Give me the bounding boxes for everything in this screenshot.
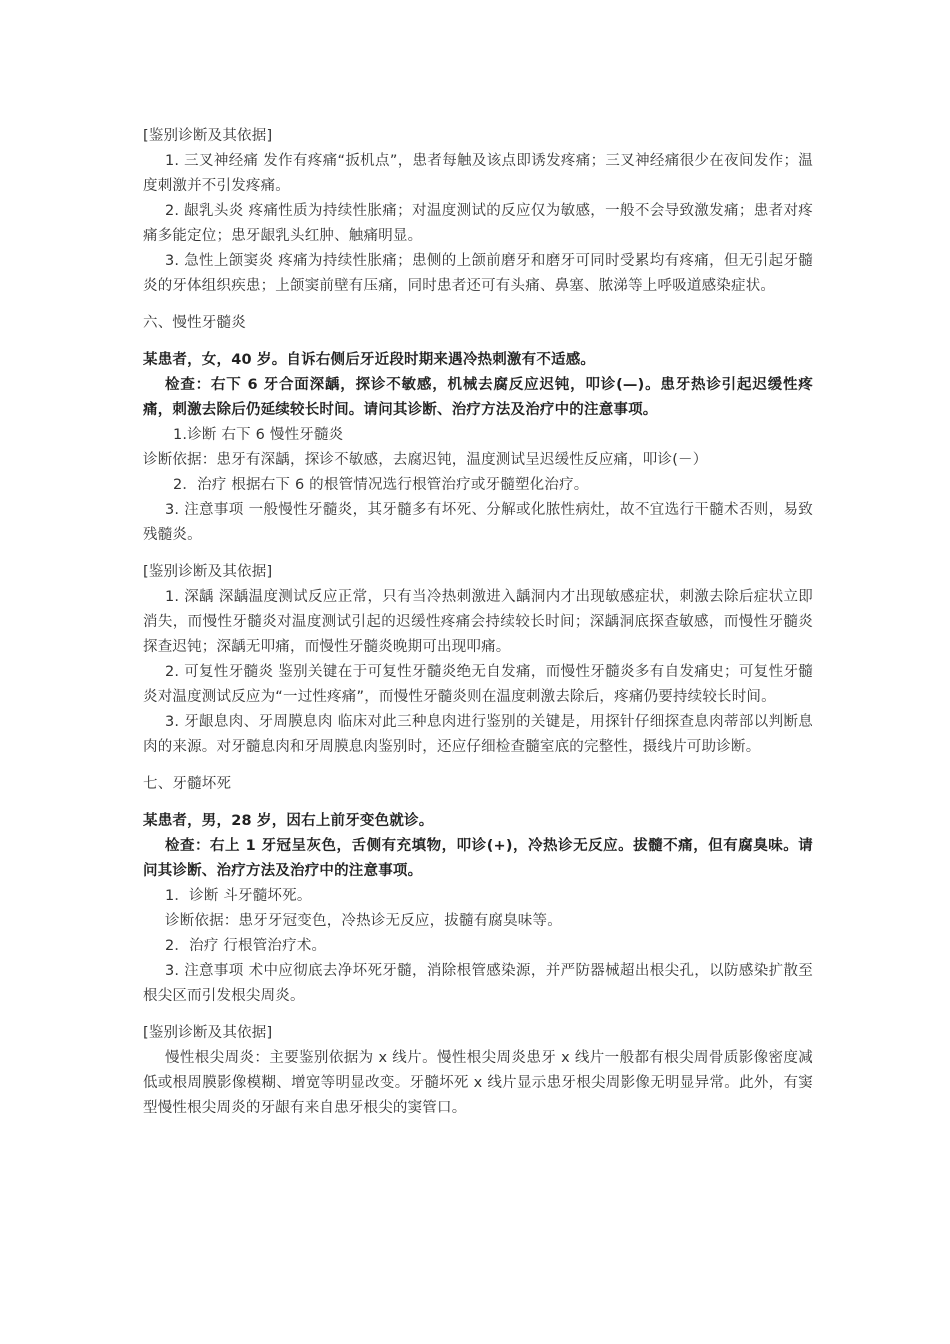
case-paragraph: 检查：右上 1 牙冠呈灰色，舌侧有充填物，叩诊(+)，冷热诊无反应。拔髓不痛，但有腐臭味。请问其诊断、治疗方法及治疗中的注意事项。: [143, 838, 813, 879]
paragraph: 2．治疗 根据右下 6 的根管情况选行根管治疗或牙髓塑化治疗。: [173, 477, 589, 493]
case-paragraph: 某患者，女，40 岁。自诉右侧后牙近段时期来遇冷热刺激有不适感。: [143, 352, 596, 368]
paragraph: 慢性根尖周炎：主要鉴别依据为 x 线片。慢性根尖周炎患牙 x 线片一般都有根尖周骨质影像密度减低或根周膜影像模糊、增宽等明显改变。牙髓坏死 x 线片显示患牙根尖周影像无明显异常。此外，有窦型慢性根尖周炎的牙龈有来自患牙根尖的窦管口。: [143, 1050, 813, 1116]
section-heading: [鉴别诊断及其依据]: [143, 1025, 273, 1041]
paragraph: 2．治疗 行根管治疗术。: [165, 938, 327, 954]
section-heading: [鉴别诊断及其依据]: [143, 564, 273, 580]
paragraph: 3. 牙龈息肉、牙周膜息肉 临床对此三种息肉进行鉴别的关键是，用探针仔细探查息肉蒂部以判断息肉的来源。对牙髓息肉和牙周膜息肉鉴别时，还应仔细检查髓室底的完整性，摄线片可助诊断。: [143, 714, 813, 755]
paragraph: 七、牙髓坏死: [143, 776, 232, 792]
paragraph: 3. 急性上颌窦炎 疼痛为持续性胀痛；患侧的上颌前磨牙和磨牙可同时受累均有疼痛，但无引起牙髓炎的牙体组织疾患；上颌窦前壁有压痛，同时患者还可有头痛、鼻塞、脓涕等上呼吸道感染症状。: [143, 253, 813, 294]
paragraph: 1. 深龋 深龋温度测试反应正常，只有当冷热刺激进入龋洞内才出现敏感症状，刺激去除后症状立即消失，而慢性牙髓炎对温度测试引起的迟缓性疼痛会持续较长时间；深龋洞底探查敏感，而慢性牙髓炎探查迟钝；深龋无叩痛，而慢性牙髓炎晚期可出现叩痛。: [143, 589, 813, 655]
paragraph: 2. 龈乳头炎 疼痛性质为持续性胀痛；对温度测试的反应仅为敏感，一般不会导致激发痛；患者对疼痛多能定位；患牙龈乳头红肿、触痛明显。: [143, 203, 813, 244]
paragraph: 3. 注意事项 一般慢性牙髓炎，其牙髓多有坏死、分解或化脓性病灶，故不宜选行干髓术否则，易致残髓炎。: [143, 502, 813, 543]
paragraph: 诊断依据：患牙有深龋，探诊不敏感，去腐迟钝，温度测试呈迟缓性反应痛，叩诊(－）: [143, 452, 708, 468]
paragraph: 1．诊断 斗牙髓坏死。: [165, 888, 312, 904]
paragraph: 2. 可复性牙髓炎 鉴别关键在于可复性牙髓炎绝无自发痛，而慢性牙髓炎多有自发痛史；可复性牙髓炎对温度测试反应为“一过性疼痛”，而慢性牙髓炎则在温度刺激去除后，疼痛仍要持续较长时间。: [143, 664, 813, 705]
case-paragraph: 检查：右下 6 牙合面深龋，探诊不敏感，机械去腐反应迟钝，叩诊(—)。患牙热诊引起迟缓性疼痛，刺激去除后仍延续较长时间。请问其诊断、治疗方法及治疗中的注意事项。: [143, 377, 813, 418]
case-paragraph: 某患者，男，28 岁，因右上前牙变色就诊。: [143, 813, 434, 829]
paragraph: 1.诊断 右下 6 慢性牙髓炎: [173, 427, 344, 443]
paragraph: 1. 三叉神经痛 发作有疼痛“扳机点”，患者每触及该点即诱发疼痛；三叉神经痛很少在夜间发作；温度刺激并不引发疼痛。: [143, 153, 813, 194]
section-heading: [鉴别诊断及其依据]: [143, 128, 273, 144]
document-body: [143, 124, 813, 1121]
paragraph: 诊断依据：患牙牙冠变色，冷热诊无反应，拔髓有腐臭味等。: [165, 913, 562, 929]
paragraph: 3. 注意事项 术中应彻底去净坏死牙髓，消除根管感染源，并严防器械超出根尖孔，以防感染扩散至根尖区而引发根尖周炎。: [143, 963, 813, 1004]
paragraph: 六、慢性牙髓炎: [143, 315, 246, 331]
